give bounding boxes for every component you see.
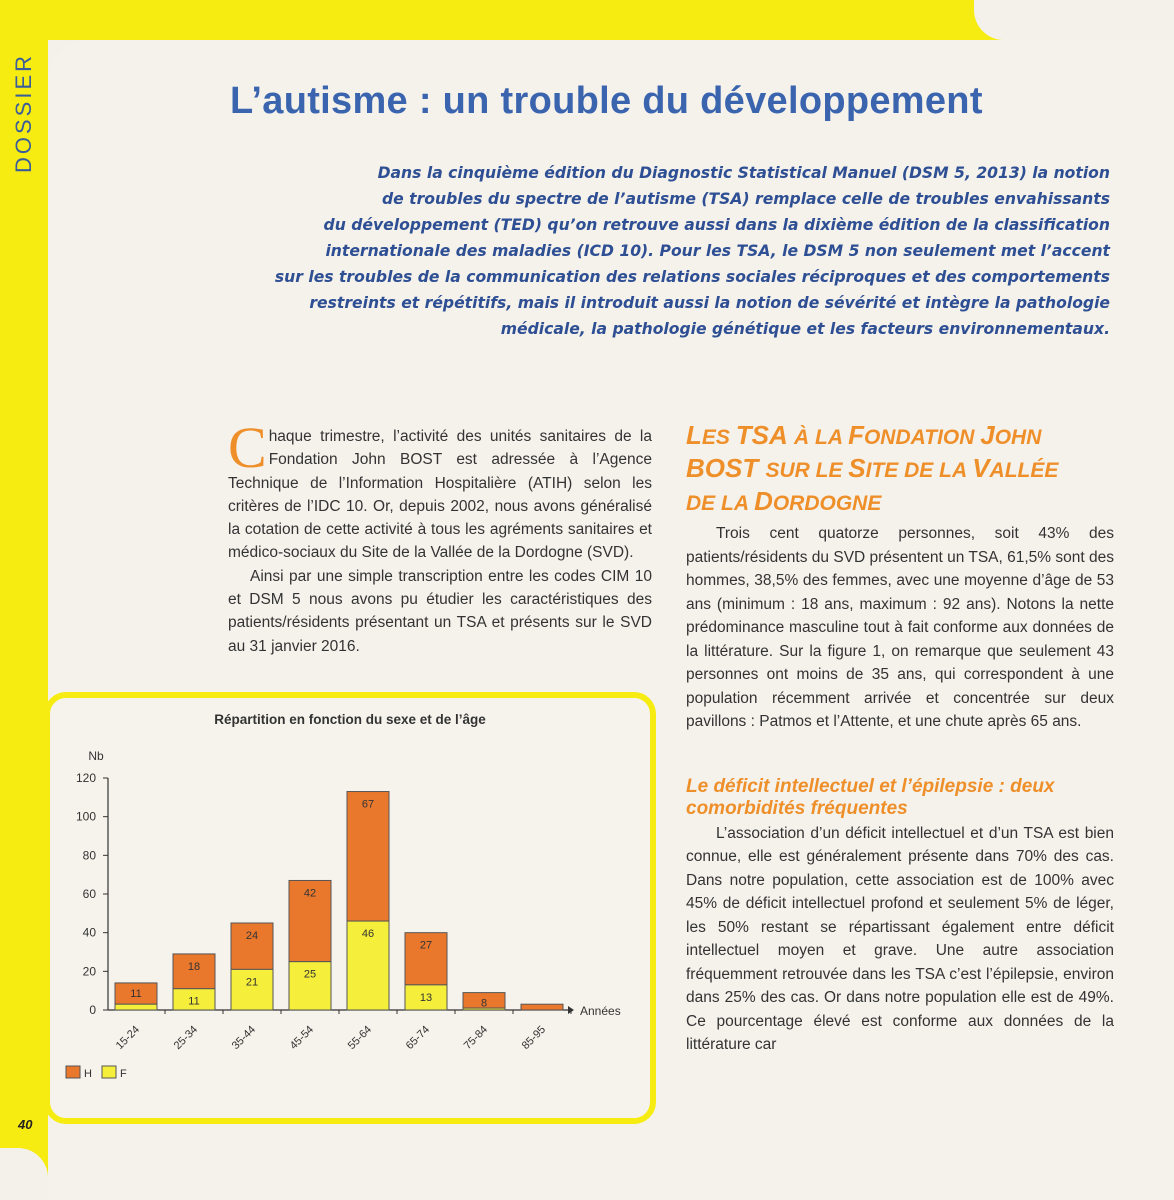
data-label-h: 42 xyxy=(303,887,317,900)
right-paragraph-1: Trois cent quatorze personnes, soit 43% des patients/résidents du SVD présentent un TSA, 61,5% sont des hommes, 38,5% des femmes, avec une moyenne d’âge de 53 ans (minimum : 18 ans, maximum : 92 ans). Notons la nette prédominance masculine tout à fait conforme aux données de la littérature. Sur la figure 1, on remarque que seulement 43 personnes ont moins de 35 ans, qui correspondent à une population récemment arrivée et concentrée sur deux pavillons : Patmos et l’Attente, et une chute après 65 ans. xyxy=(686,525,1114,730)
section-title-tsa xyxy=(686,420,1114,519)
y-tick-label: 20 xyxy=(82,964,96,979)
bar-h xyxy=(347,792,389,922)
right-paragraph-2: L’association d’un déficit intellectuel et d’un TSA est bien connue, elle est généralement présente dans 70% des cas. Dans notre population, cette association est de 100% avec 45% de déficit intellectuel profond et seulement 5% de léger, les 50% restant se répartissant également entre déficit intellectuel moyen et grave. Une autre association fréquemment retrouvée dans les TSA c’est l’épilepsie, environ dans 25% des cas. Or dans notre population elle est de 49%. Ce pourcentage élevé est conforme aux données de la littérature car xyxy=(686,824,1114,1053)
data-label-f: 25 xyxy=(303,968,317,981)
title-fragment: OHN xyxy=(994,426,1042,449)
section-title-comorbidities xyxy=(686,776,1114,820)
title-fragment: J xyxy=(980,420,995,450)
data-label-h: 18 xyxy=(187,960,201,973)
data-label-f: 21 xyxy=(245,976,259,989)
title-fragment: F xyxy=(848,420,864,450)
title-fragment: ONDATION xyxy=(863,426,981,449)
x-tick-label: 25-34 xyxy=(171,1023,201,1053)
x-tick-label: 55-64 xyxy=(345,1023,375,1053)
data-label-f: 46 xyxy=(361,928,375,941)
y-tick-label: 100 xyxy=(75,809,96,824)
subtitle-line: comorbidités fréquentes xyxy=(686,797,908,819)
title-fragment: V xyxy=(972,453,990,483)
data-label-h: 11 xyxy=(130,987,142,1000)
intro-line: restreints et répétitifs, mais il introduit aussi la notion de sévérité et intègre la pathologie xyxy=(309,294,1110,312)
title-fragment: ITE DE LA xyxy=(865,459,973,482)
title-fragment: TSA xyxy=(735,420,795,450)
x-tick-label: 15-24 xyxy=(113,1023,143,1053)
data-label-f: 13 xyxy=(419,991,433,1004)
bar-f xyxy=(115,1004,157,1010)
x-tick-label: 75-84 xyxy=(461,1023,491,1053)
legend-label-h: H xyxy=(84,1068,92,1080)
chart-title: Répartition en fonction du sexe et de l’âge xyxy=(214,712,486,727)
intro-line: de troubles du spectre de l’autisme (TSA) remplace celle de troubles envahissants xyxy=(381,190,1110,208)
drop-cap: C xyxy=(228,415,267,480)
data-label-h: 8 xyxy=(480,997,488,1010)
x-tick-label: 35-44 xyxy=(229,1023,259,1053)
legend-swatch-f xyxy=(102,1066,116,1078)
x-tick-label: 45-54 xyxy=(287,1023,317,1053)
legend-swatch-h xyxy=(66,1066,80,1078)
y-tick-label: 40 xyxy=(82,925,96,940)
intro-line: internationale des maladies (ICD 10). Pour les TSA, le DSM 5 non seulement met l’accent xyxy=(325,242,1110,260)
intro-paragraph xyxy=(150,160,1110,342)
left-column xyxy=(228,415,652,658)
intro-line: sur les troubles de la communication des relations sociales réciproques et des comportements xyxy=(274,268,1110,286)
title-fragment: D xyxy=(754,486,773,516)
title-fragment: BOST xyxy=(686,453,766,483)
title-fragment: SUR LE xyxy=(765,459,849,482)
data-label-h: 67 xyxy=(361,798,375,811)
left-paragraph-1-text: haque trimestre, l’activité des unités sanitaires de la Fondation John BOST est adressée à l’Agence Technique de l’Information Hospitalière (ATIH) selon les critères de l’IDC 10. Or, depuis 2002, nous avons généralisé la cotation de cette activité à tous les agréments sanitaires et médico-sociaux du Site de la Vallée de la Dordogne (SVD). xyxy=(228,428,652,562)
data-label-h: 24 xyxy=(245,930,259,942)
section-label-text: DOSSIER xyxy=(11,52,36,174)
intro-line: médicale, la pathologie génétique et les facteurs environnementaux. xyxy=(500,320,1110,338)
y-tick-label: 60 xyxy=(82,887,96,901)
subtitle-line: Le déficit intellectuel et l’épilepsie : deux xyxy=(686,775,1055,797)
title-fragment: ES xyxy=(701,426,736,449)
page-number: 40 xyxy=(18,1117,33,1132)
top-band-notch xyxy=(974,0,1174,40)
title-fragment: DE LA xyxy=(686,492,755,515)
title-fragment: ORDOGNE xyxy=(772,492,882,515)
intro-line: du développement (TED) qu’on retrouve aussi dans la dixième édition de la classification xyxy=(323,216,1110,234)
chart xyxy=(50,698,650,1118)
section-label xyxy=(4,30,44,200)
title-fragment: À LA xyxy=(794,426,849,449)
x-axis-label: Années xyxy=(580,1004,621,1018)
x-tick-label: 85-95 xyxy=(519,1023,549,1053)
data-label-f: 11 xyxy=(188,995,200,1008)
page-title: L’autisme : un trouble du développement xyxy=(230,80,983,122)
title-fragment: S xyxy=(848,453,866,483)
legend-label-f: F xyxy=(120,1068,127,1080)
bar-h xyxy=(521,1004,563,1010)
y-tick-label: 0 xyxy=(89,1003,96,1017)
y-tick-label: 80 xyxy=(82,848,96,863)
right-column xyxy=(686,420,1114,1057)
left-paragraph-1 xyxy=(228,415,652,565)
title-fragment: ALLÉE xyxy=(989,459,1059,482)
y-axis-label: Nb xyxy=(88,749,104,763)
x-tick-label: 65-74 xyxy=(403,1023,433,1053)
title-fragment: L xyxy=(686,420,702,450)
data-label-h: 27 xyxy=(419,939,433,952)
chart-frame xyxy=(44,692,656,1124)
intro-line: Dans la cinquième édition du Diagnostic Statistical Manuel (DSM 5, 2013) la notion xyxy=(377,164,1110,182)
left-paragraph-2: Ainsi par une simple transcription entre les codes CIM 10 et DSM 5 nous avons pu étudier les caractéristiques des patients/résidents présentant un TSA et présents sur le SVD au 31 janvier 2016. xyxy=(228,567,652,655)
y-tick-label: 120 xyxy=(75,771,96,785)
